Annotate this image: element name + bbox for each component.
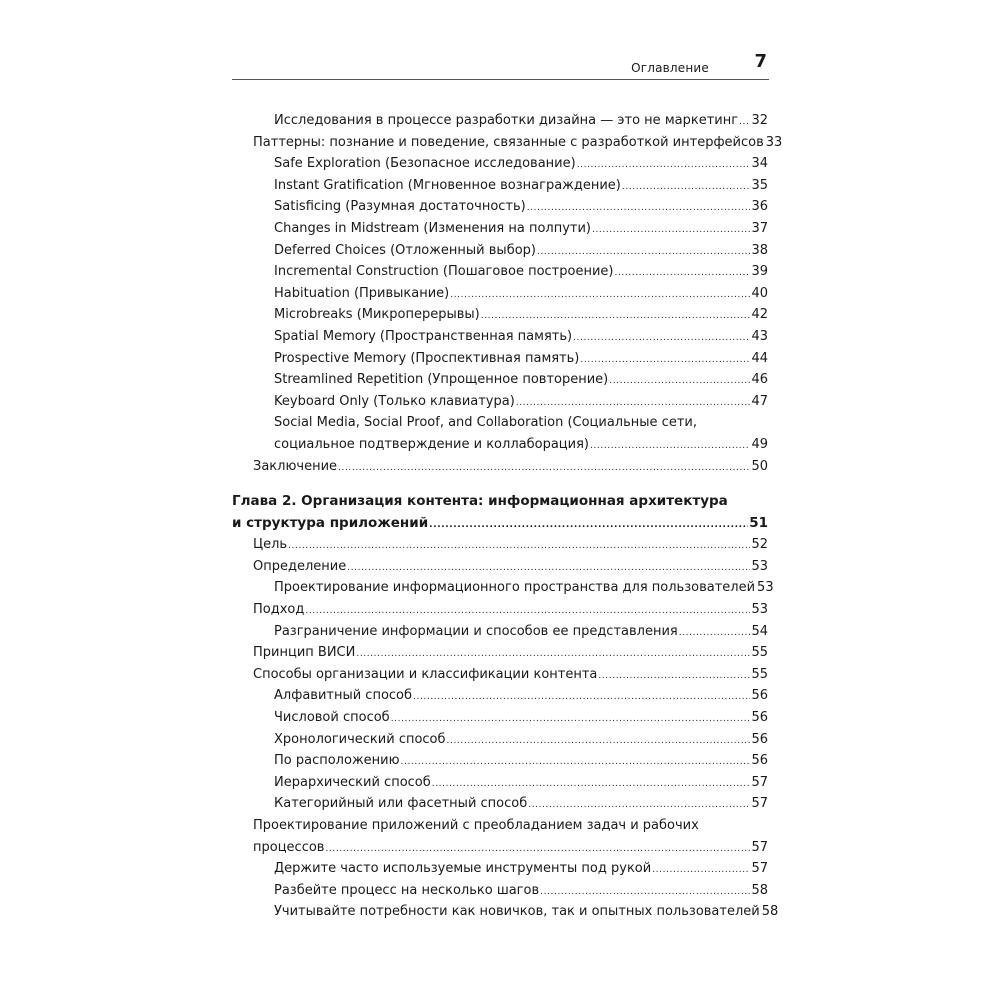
toc-entry-title: Числовой способ [274, 710, 390, 726]
dot-leader [346, 558, 750, 580]
toc-entry[interactable] [232, 858, 768, 880]
toc-page-number: 37 [751, 220, 768, 236]
toc-page-number: 33 [765, 134, 783, 150]
toc-entry[interactable] [232, 599, 768, 621]
toc-entry[interactable] [232, 577, 774, 599]
dot-leader [446, 731, 751, 753]
toc-entry[interactable] [232, 750, 768, 772]
toc-entry-title: Держите часто используемые инструменты под рукой [274, 861, 652, 877]
dot-leader [597, 666, 750, 688]
toc-entry-title: Prospective Memory (Проспективная память) [274, 350, 580, 366]
toc-page-number: 44 [751, 350, 768, 366]
toc-entry-title: Разбейте процесс на несколько шагов [274, 882, 540, 898]
toc-entry-title: Streamlined Repetition (Упрощенное повторение) [274, 372, 609, 388]
toc-entry[interactable] [232, 901, 779, 923]
toc-entry[interactable] [232, 304, 768, 326]
toc-entry-title: Microbreaks (Микроперерывы) [274, 307, 480, 323]
toc-entry-title: Принцип ВИСИ [253, 645, 356, 661]
toc-entry-title: По расположению [274, 753, 400, 769]
toc-entry[interactable] [232, 815, 768, 858]
toc-entry-title-line1: Social Media, Social Proof, and Collaboration (Социальные сети, [274, 415, 697, 431]
toc-entry-title: социальное подтверждение и коллаборация) [274, 436, 589, 452]
toc-page-number: 34 [751, 156, 768, 172]
toc-entry[interactable] [232, 456, 768, 478]
toc-entry[interactable] [232, 642, 768, 664]
toc-page-number: 36 [751, 199, 768, 215]
toc-entry[interactable] [232, 218, 768, 240]
page-number: 7 [754, 51, 767, 72]
toc-page-number: 43 [751, 328, 768, 344]
toc-entry[interactable] [232, 240, 768, 262]
dot-leader [355, 644, 750, 666]
toc-entry-title: Хронологический способ [274, 731, 446, 747]
toc-entry-title: Incremental Construction (Пошаговое построение) [274, 264, 614, 280]
toc-page-number: 51 [749, 514, 768, 531]
toc-page-number: 35 [751, 177, 768, 193]
toc-entry[interactable] [232, 196, 768, 218]
toc-page-number: 56 [751, 753, 768, 769]
toc-entry[interactable] [232, 621, 768, 643]
header-divider [232, 79, 769, 80]
dot-leader [621, 177, 751, 199]
dot-leader [304, 601, 750, 623]
toc-entry-title: Определение [253, 558, 347, 574]
toc-entry-title: процессов [253, 839, 325, 855]
toc-page-number: 58 [751, 882, 768, 898]
toc-entry-title: Проектирование информационного пространства для пользователей [274, 580, 756, 596]
toc-entry[interactable] [232, 261, 768, 283]
toc-entry-title: Учитывайте потребности как новичков, так и опытных пользователей [274, 904, 760, 920]
dot-leader [678, 623, 751, 645]
toc-entry-title: Подход [253, 602, 305, 618]
toc-entry[interactable] [232, 793, 768, 815]
toc-page-number: 46 [751, 372, 768, 388]
dot-leader [738, 112, 750, 134]
table-of-contents [232, 110, 783, 923]
toc-entry[interactable] [232, 412, 768, 455]
toc-entry[interactable] [232, 283, 768, 305]
toc-page-number: 40 [751, 285, 768, 301]
toc-entry-title: Разграничение информации и способов ее представления [274, 623, 678, 639]
toc-page-number: 32 [751, 113, 768, 128]
toc-entry-title: Changes in Midstream (Изменения на полпути) [274, 220, 591, 236]
dot-leader [515, 393, 751, 415]
toc-page-number: 47 [751, 393, 768, 409]
toc-entry-title-line1: Глава 2. Организация контента: информационная архитектура [232, 493, 728, 510]
dot-leader [431, 774, 751, 796]
dot-leader [536, 242, 750, 264]
toc-entry[interactable] [232, 556, 768, 578]
toc-page-number: 52 [751, 537, 768, 553]
toc-page-number: 58 [761, 904, 779, 920]
dot-leader [613, 263, 750, 285]
toc-page-number: 54 [751, 623, 768, 639]
toc-chapter-entry[interactable] [232, 491, 768, 534]
toc-entry[interactable] [232, 685, 768, 707]
toc-entry[interactable] [232, 369, 768, 391]
dot-leader [449, 285, 750, 307]
dot-leader [576, 155, 751, 177]
chapter-gap [232, 477, 768, 491]
toc-entry-title: Instant Gratification (Мгновенное вознаграждение) [274, 177, 621, 193]
toc-page-number: 53 [751, 558, 768, 574]
dot-leader [589, 436, 750, 458]
toc-entry[interactable] [232, 729, 768, 751]
toc-page-number: 55 [751, 645, 768, 661]
toc-entry[interactable] [232, 391, 768, 413]
toc-entry-title: Deferred Choices (Отложенный выбор) [274, 242, 536, 258]
toc-entry-title: Spatial Memory (Пространственная память) [274, 328, 573, 344]
toc-page-number: 50 [751, 458, 768, 474]
dot-leader [591, 220, 750, 242]
dot-leader [400, 752, 751, 774]
dot-leader [287, 536, 750, 558]
running-header-title: Оглавление [631, 61, 709, 75]
toc-entry[interactable] [232, 326, 768, 348]
toc-entry[interactable] [232, 132, 783, 154]
toc-entry-title: и структура приложений [232, 514, 429, 531]
toc-page-number: 57 [751, 774, 768, 790]
dot-leader [579, 350, 750, 372]
toc-page-number: 57 [751, 839, 768, 855]
toc-entry[interactable] [232, 175, 768, 197]
dot-leader [572, 328, 750, 350]
page-header [232, 52, 769, 80]
dot-leader [539, 882, 750, 904]
toc-entry-title-line1: Проектирование приложений с преобладанием задач и рабочих [253, 818, 699, 833]
toc-entry-title: Способы организации и классификации контента [253, 666, 598, 682]
dot-leader [428, 515, 748, 537]
toc-entry-title: Исследования в процессе разработки дизайна — это не маркетинг [274, 113, 739, 128]
toc-page-number: 57 [751, 861, 768, 877]
toc-entry[interactable] [232, 110, 768, 132]
toc-page-number: 49 [751, 436, 768, 452]
toc-page-number: 57 [751, 796, 768, 812]
toc-entry-title: Habituation (Привыкание) [274, 285, 450, 301]
toc-page-number: 39 [751, 264, 768, 280]
toc-page-number: 56 [751, 731, 768, 747]
toc-entry-title: Иерархический способ [274, 774, 431, 790]
dot-leader [526, 198, 751, 220]
toc-page-number: 38 [751, 242, 768, 258]
toc-entry-title: Категорийный или фасетный способ [274, 796, 528, 812]
toc-page-number: 42 [751, 307, 768, 323]
toc-entry[interactable] [232, 664, 768, 686]
toc-entry[interactable] [232, 534, 768, 556]
toc-entry-title: Заключение [253, 458, 338, 474]
toc-entry-title: Safe Exploration (Безопасное исследование) [274, 156, 576, 172]
toc-entry[interactable] [232, 153, 768, 175]
dot-leader [527, 795, 750, 817]
dot-leader [651, 860, 750, 882]
toc-entry-title: Цель [253, 537, 288, 553]
dot-leader [412, 687, 750, 709]
toc-entry[interactable] [232, 880, 768, 902]
toc-entry-title: Алфавитный способ [274, 688, 413, 704]
toc-page-number: 56 [751, 710, 768, 726]
toc-page-number: 56 [751, 688, 768, 704]
toc-page-number: 55 [751, 666, 768, 682]
toc-entry[interactable] [232, 772, 768, 794]
toc-entry-title: Satisficing (Разумная достаточность) [274, 199, 526, 215]
dot-leader [390, 709, 751, 731]
toc-entry[interactable] [232, 707, 768, 729]
toc-entry-title: Паттерны: познание и поведение, связанные с разработкой интерфейсов [253, 134, 764, 150]
dot-leader [324, 839, 750, 861]
toc-entry-title: Keyboard Only (Только клавиатура) [274, 393, 515, 409]
dot-leader [337, 458, 750, 480]
toc-page-number: 53 [757, 580, 774, 596]
dot-leader [608, 371, 750, 393]
dot-leader [480, 306, 751, 328]
toc-page-number: 53 [751, 602, 768, 618]
toc-entry[interactable] [232, 348, 768, 370]
